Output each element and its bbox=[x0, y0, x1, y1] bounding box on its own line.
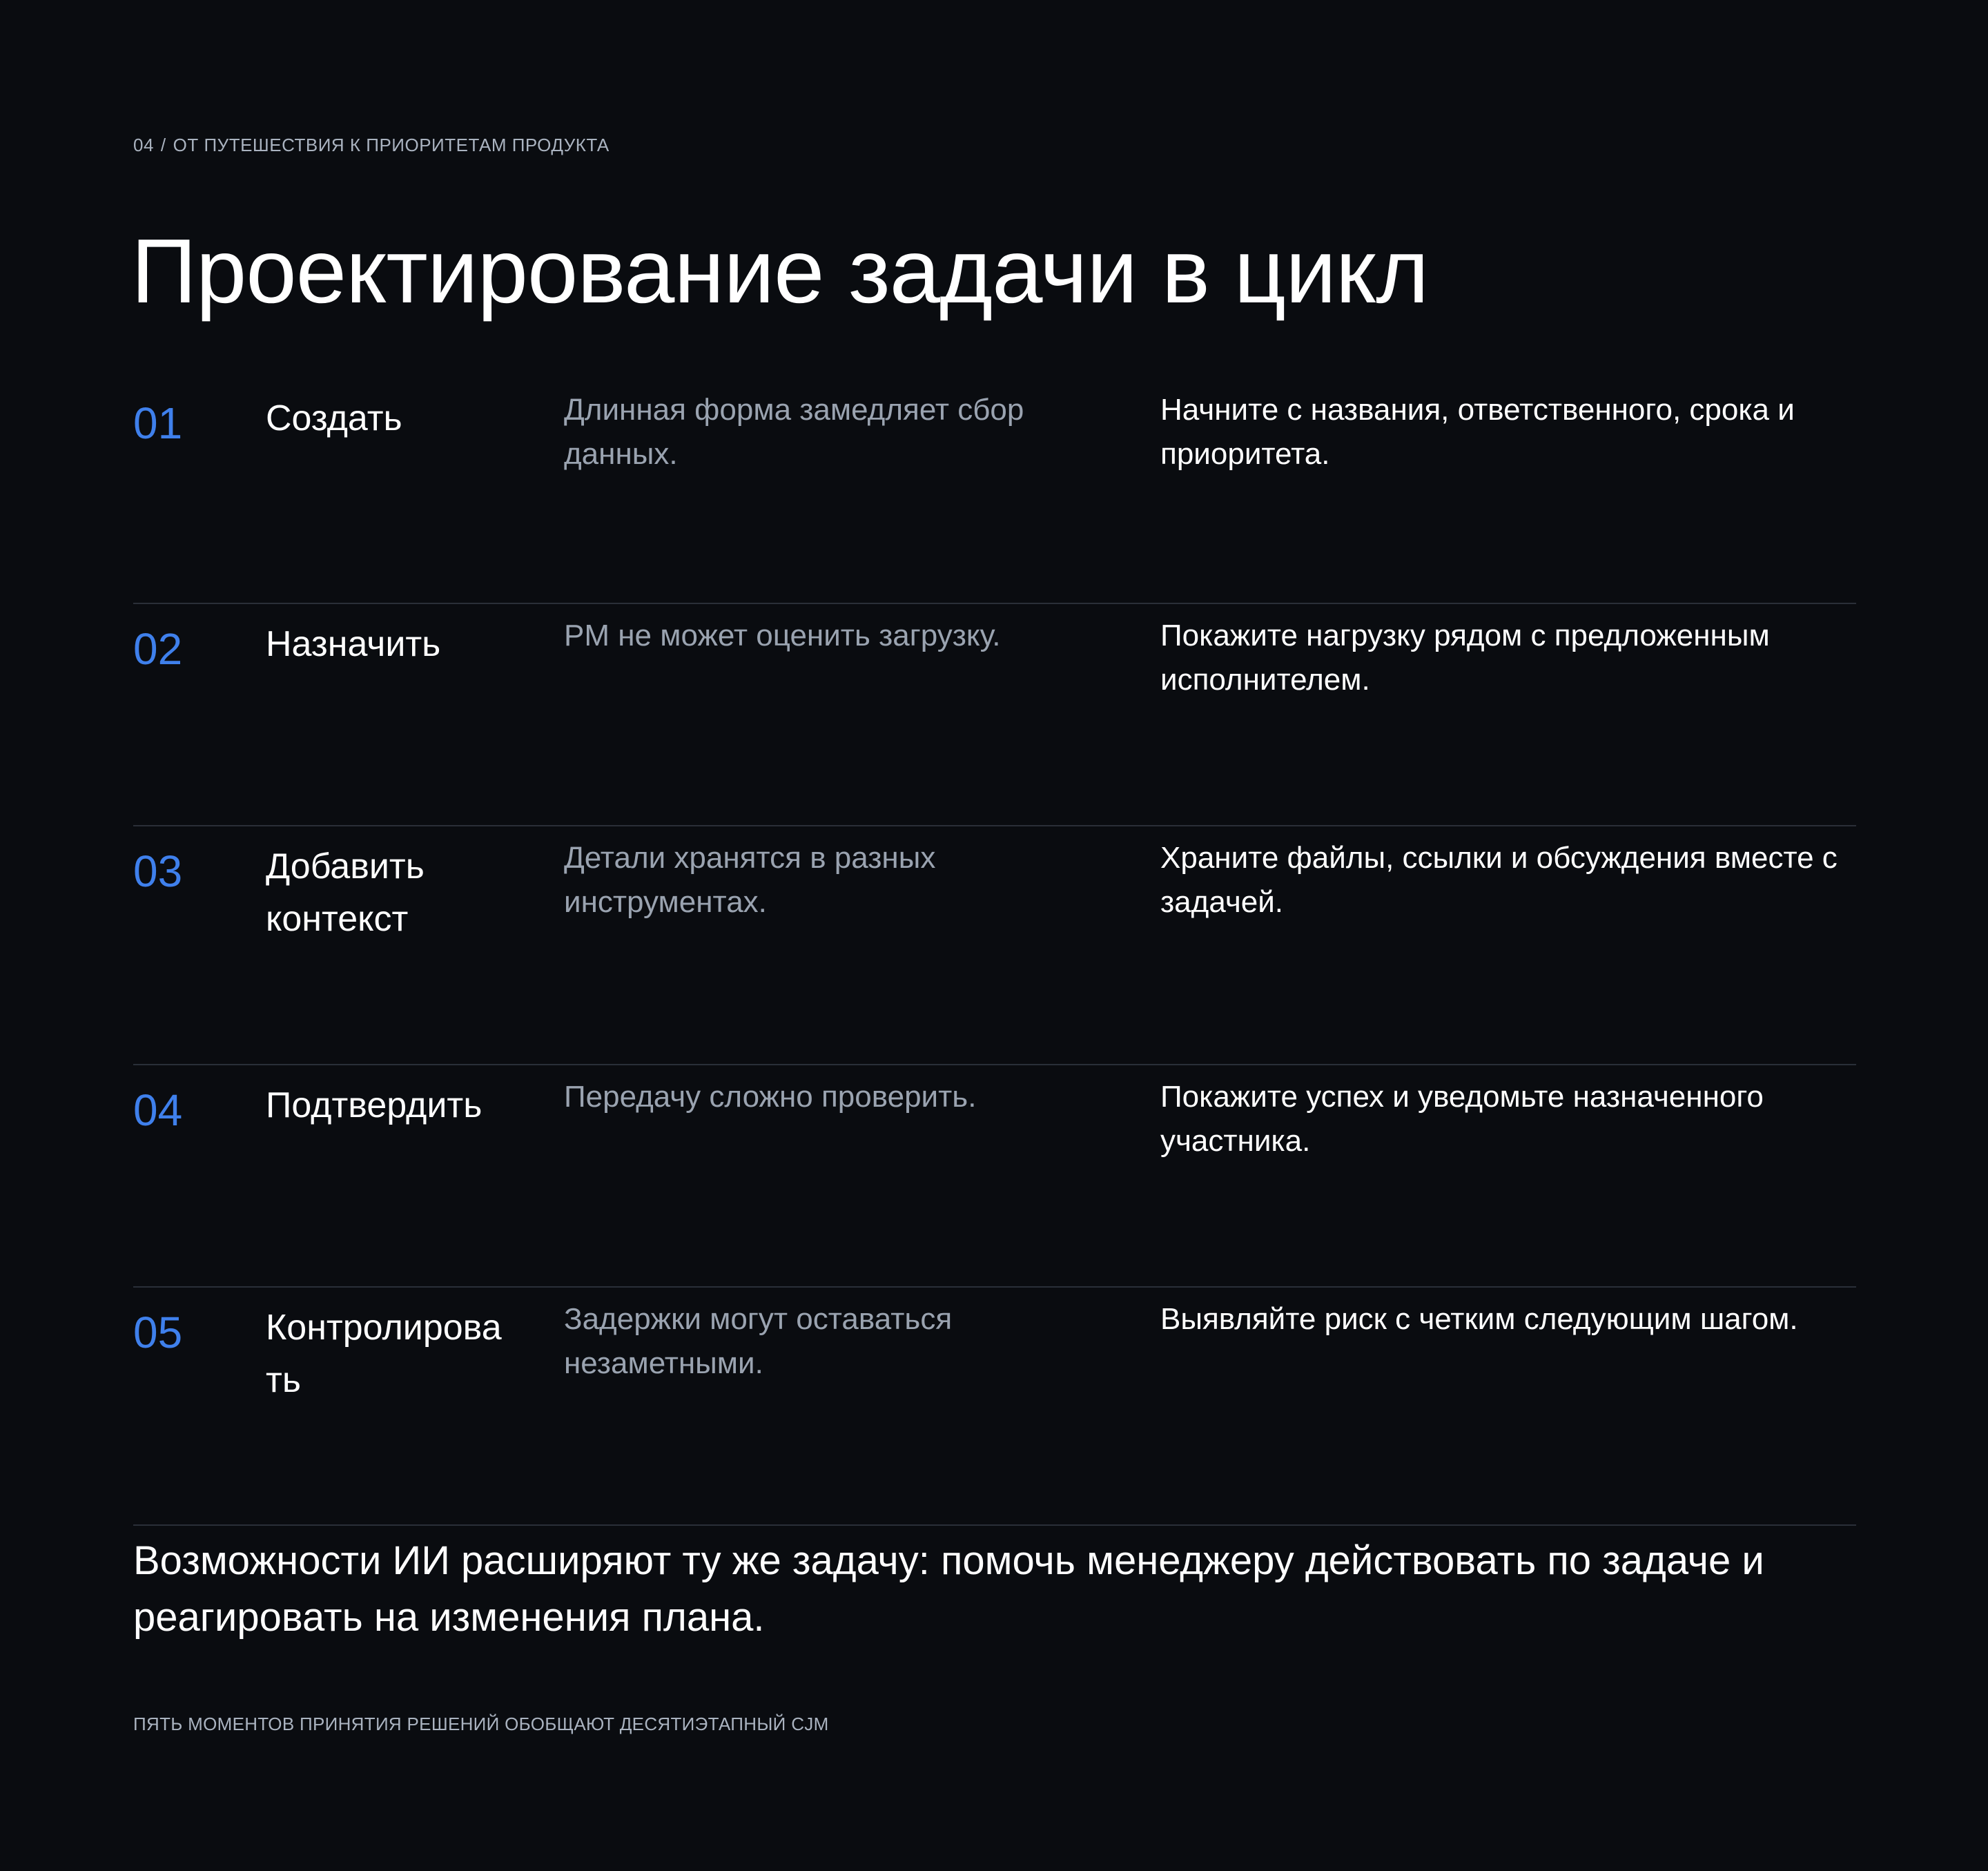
steps-table bbox=[133, 378, 1856, 1526]
step-name: Добавить контекст bbox=[266, 846, 425, 939]
step-number: 04 bbox=[133, 1085, 183, 1135]
step-number: 01 bbox=[133, 398, 183, 448]
eyebrow-separator: / bbox=[160, 135, 166, 155]
step-solution: Покажите успех и уведомьте назначенного участника. bbox=[1160, 1080, 1764, 1158]
footnote: ПЯТЬ МОМЕНТОВ ПРИНЯТИЯ РЕШЕНИЙ ОБОБЩАЮТ ДЕСЯТИЭТАПНЫЙ CJM bbox=[133, 1714, 829, 1734]
step-name: Контролировать bbox=[266, 1308, 502, 1400]
step-row-monitor bbox=[133, 1288, 1856, 1526]
step-name: Назначить bbox=[266, 624, 441, 664]
step-problem: PM не может оценить загрузку. bbox=[564, 619, 1001, 652]
step-row-create bbox=[133, 378, 1856, 604]
slide bbox=[133, 0, 1856, 1871]
step-row-confirm bbox=[133, 1065, 1856, 1288]
step-number: 05 bbox=[133, 1308, 183, 1357]
step-number: 02 bbox=[133, 624, 183, 674]
section-label: ОТ ПУТЕШЕСТВИЯ К ПРИОРИТЕТАМ ПРОДУКТА bbox=[173, 135, 610, 155]
step-solution: Покажите нагрузку рядом с предложенным исполнителем. bbox=[1160, 619, 1770, 697]
summary-text: Возможности ИИ расширяют ту же задачу: помочь менеджеру действовать по задаче и реагировать на изменения плана. bbox=[133, 1538, 1764, 1640]
step-solution: Храните файлы, ссылки и обсуждения вместе с задачей. bbox=[1160, 841, 1838, 919]
step-problem: Задержки могут оставаться незаметными. bbox=[564, 1302, 953, 1380]
step-solution: Выявляйте риск с четким следующим шагом. bbox=[1160, 1302, 1798, 1336]
step-problem: Детали хранятся в разных инструментах. bbox=[564, 841, 936, 919]
section-number: 04 bbox=[133, 135, 154, 155]
step-name: Создать bbox=[266, 398, 402, 438]
step-number: 03 bbox=[133, 846, 183, 896]
section-eyebrow bbox=[133, 135, 610, 156]
step-row-assign bbox=[133, 604, 1856, 826]
step-problem: Длинная форма замедляет сбор данных. bbox=[564, 393, 1024, 471]
step-name: Подтвердить bbox=[266, 1085, 483, 1125]
step-row-add-context bbox=[133, 826, 1856, 1065]
step-problem: Передачу сложно проверить. bbox=[564, 1080, 977, 1114]
step-solution: Начните с названия, ответственного, срока и приоритета. bbox=[1160, 393, 1795, 471]
page-title: Проектирование задачи в цикл bbox=[131, 220, 1429, 322]
